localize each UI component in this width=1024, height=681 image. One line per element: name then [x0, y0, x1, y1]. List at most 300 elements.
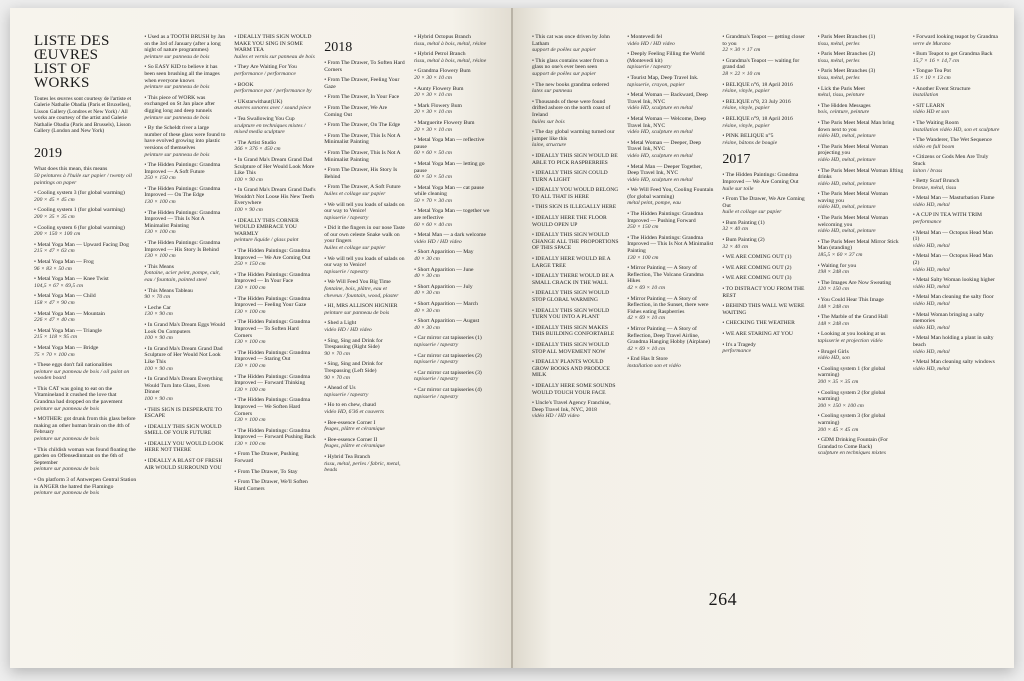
work-entry [722, 303, 809, 316]
work-medium: vidéo HD, métal, peinture [817, 156, 876, 163]
work-entry [414, 318, 496, 331]
work-title: • Short Apparition — May [414, 249, 474, 256]
work-entry [818, 366, 905, 386]
work-title: • IDEALLY THIS SIGN WOULD SMELL OF YOUR FUTURE [144, 423, 222, 437]
work-medium: 22 × 30 × 17 cm [722, 47, 761, 54]
work-title: • Waiting for you [817, 262, 857, 269]
work-entry [34, 225, 136, 238]
work-title: • Metal Woman — Welcome, Deep Travel Ink, NYC [627, 115, 707, 129]
work-title: • IDEALLY THIS SIGN WOULD MAKE YOU SING IN SOME WARM TEA [234, 34, 312, 54]
work-medium: 215 × 47 × 63 cm [34, 248, 75, 255]
work-entry [532, 256, 619, 269]
column-1 [34, 34, 136, 654]
work-title: • Short Apparition — June [414, 266, 474, 273]
work-medium: huiles et collage sur papier [324, 190, 386, 197]
work-medium: vidéo HD, métal [912, 201, 950, 208]
work-medium: vidéo HD, métal, peinture [817, 133, 876, 140]
work-medium: 130 × 100 cm [144, 229, 176, 236]
work-title: • IDEALLY THIS SIGN WOULD TURN YOU INTO A PLANT [532, 307, 610, 321]
work-title: • Bum Teapot to get Grandma Back [912, 51, 993, 58]
work-medium: peinture sur panneau de bois [34, 490, 100, 497]
work-medium: vidéo HD, métal [912, 242, 950, 249]
work-title: • Tea Swallowing You Cup [234, 115, 295, 122]
work-entry [532, 170, 619, 183]
work-entry [324, 420, 406, 433]
work-medium: vidéo HD, sculpture en métal [627, 129, 693, 136]
work-medium: 130 × 100 cm [144, 253, 176, 260]
work-medium: vidéo HD / HD video [414, 238, 462, 245]
work-entry [34, 242, 136, 255]
work-medium: vidéo HD, métal [912, 324, 950, 331]
column-8 [722, 34, 809, 654]
work-entry [144, 264, 226, 284]
work-entry [234, 218, 316, 244]
work-entry [627, 296, 714, 322]
work-medium: 40 × 30 cm [414, 307, 440, 314]
work-title: • The Waiting Room [912, 119, 959, 126]
work-title: • Paris Meet Branches (3) [817, 68, 876, 75]
work-medium: 40 × 30 cm [414, 290, 440, 297]
work-title: • By the Scheldt river a large number of these glass were found to have evolved growing into plastic versions of themselves [144, 125, 226, 151]
work-medium: 28 × 22 × 10 cm [722, 70, 761, 77]
work-entry [818, 103, 905, 116]
work-title: • GDM Drinking Fountain (For Grandad to Come Back) [817, 437, 888, 450]
work-entry [234, 34, 316, 60]
work-entry [414, 185, 496, 205]
work-title: • BELIQUE n°9, 18 April 2016 [722, 115, 793, 122]
work-title: • The Hidden Paintings: Grandma Improved — Staring Out [234, 349, 311, 363]
work-entry [324, 385, 406, 398]
work-entry [627, 75, 714, 88]
work-title: • From The Drawer, This Is Not A Minimalist Painting [324, 149, 401, 163]
work-entry [324, 225, 406, 251]
work-entry [34, 362, 136, 382]
work-title: • This cat was once driven by John Latham [532, 34, 610, 47]
work-entry [324, 320, 406, 333]
work-medium: peinture sur panneau de bois / oil paint on wooden board [34, 368, 130, 382]
work-entry [414, 249, 496, 262]
work-medium: 200 × 35 × 35 cm [34, 214, 75, 220]
work-entry [818, 215, 905, 235]
work-medium: vidéo HD, sculpture en métal [627, 105, 693, 112]
work-entry [144, 305, 226, 318]
work-entry [532, 400, 619, 420]
work-title: • Lick the Paris Meet [817, 85, 865, 92]
work-medium: fontaine, acier peint, pompe, cuir, eau / fountain, painted steel [144, 270, 220, 283]
work-entry [414, 335, 496, 348]
work-entry [234, 374, 316, 394]
work-medium: 200 × 150 × 100 cm [34, 231, 81, 238]
work-title: • Sing, Sing and Drink for Trespassing (Right Side) [324, 337, 383, 351]
heading-fr: LISTE DES ŒUVRES [34, 34, 110, 63]
work-entry [324, 77, 406, 90]
work-title: • It's a Tragedy [722, 341, 756, 348]
work-title: • Mirror Painting — A Story of Reflection, The Volcano Grandma Hikes [627, 265, 704, 285]
column-5 [414, 34, 496, 654]
work-entry [913, 312, 1000, 332]
work-title: • Forward looking teapot by Grandma [912, 34, 998, 40]
work-medium: 90 × 70 cm [324, 350, 350, 357]
work-entry [324, 303, 406, 316]
work-medium: 185,5 × 60 × 37 cm [817, 252, 863, 259]
work-entry [532, 187, 619, 200]
work-entry [234, 187, 316, 213]
entry-list [144, 34, 226, 471]
work-title: • Tongue Tea Pot [912, 68, 951, 75]
work-entry [234, 350, 316, 370]
work-medium: vidéo HD, métal, peinture [817, 180, 876, 187]
work-title: • Montevedi fel [627, 34, 663, 40]
work-title: • In Grand Ma's Dream Grand Dad Sculpture of Her Would Look More Like This [234, 156, 315, 177]
work-medium: 130 × 100 cm [144, 199, 176, 206]
work-title: • MOTHER: got drunk from this glass before making an other human brain on the 4th of February [34, 416, 136, 436]
work-medium: sculpture en techniques mixtes [817, 450, 886, 457]
work-entry [818, 413, 905, 433]
column-9 [818, 34, 905, 654]
work-entry [722, 116, 809, 129]
work-medium: tissu, métal à bois, métal, résine [414, 40, 487, 47]
work-title: • The new books grandma ordered [532, 81, 609, 88]
work-entry [414, 208, 496, 228]
work-entry [818, 51, 905, 64]
work-medium: peinture sur panneau de bois [34, 466, 100, 473]
work-entry [234, 157, 316, 183]
work-medium: performance [722, 348, 751, 355]
work-medium: tissu, métal, perles [817, 40, 860, 47]
work-title: • Cooling system 1 (for global warming) [817, 365, 886, 379]
work-entry [144, 240, 226, 260]
work-medium: 130 × 100 cm [234, 285, 266, 291]
work-title: • Deeply Feeling Filling the World (Montevedi kit) [627, 51, 705, 64]
work-title: • WE ARE STARING AT YOU [722, 331, 793, 337]
work-medium: vidéo HD, métal, peinture [817, 228, 876, 235]
work-title: • IDEALLY HERE SOME SOUNDS WOULD TOUCH YOUR FACE [532, 382, 616, 396]
work-entry [532, 204, 619, 211]
work-medium: installation [912, 92, 939, 99]
work-entry [324, 256, 406, 276]
work-medium: bronze, métal, tissu [912, 184, 957, 191]
work-title: • Metal Woman bringing a salty memories [912, 311, 984, 325]
right-columns [532, 34, 1000, 654]
work-entry [818, 168, 905, 188]
work-title: • The Hidden Paintings: Grandma Improved — His Story Is Behind [144, 240, 221, 253]
work-title: • Mark Flowery Bum [414, 102, 462, 109]
work-medium: vidéo HD / HD video [324, 327, 372, 333]
entry-list [913, 34, 1000, 372]
work-title: • Car mirror cat tapisseries (4) [414, 386, 482, 393]
work-entry [414, 137, 496, 157]
work-medium: tapisserie / tapestry [627, 64, 672, 71]
work-entry [144, 186, 226, 206]
work-medium: 20 × 30 × 10 cm [414, 109, 452, 116]
entry-list [324, 60, 406, 474]
work-medium: 32 × 40 cm [722, 226, 749, 233]
work-title: • The Paris Meet Metal Woman lifting drinks [817, 167, 904, 181]
work-medium: 250 × 150 cm [234, 261, 266, 268]
column-2 [144, 34, 226, 654]
work-title: • WE ARE COMING OUT (1) [722, 254, 792, 261]
work-medium: 90 × 70 cm [324, 374, 350, 381]
work-entry [324, 94, 406, 101]
column-6 [532, 34, 619, 654]
work-medium: tapisserie / tapestry [324, 391, 369, 398]
work-title: • This Means Tableau [144, 287, 193, 294]
work-entry [818, 191, 905, 211]
work-entry [913, 335, 1000, 355]
work-entry [722, 34, 809, 54]
work-entry [234, 64, 316, 77]
work-entry [818, 349, 905, 362]
work-title: • The Paris Meet Metal Woman welcoming you [817, 215, 889, 228]
work-title: • Metal Salty Woman looking higher [912, 277, 995, 284]
work-entry [144, 288, 226, 301]
work-title: • HI, MRS ALLISON HIGNIER [324, 303, 398, 310]
work-entry [627, 92, 714, 112]
work-entry [414, 51, 496, 64]
work-medium: 40 × 30 cm [414, 256, 440, 263]
work-title: • BELIQUE n°8, 23 July 2016 [722, 98, 791, 105]
work-medium: 198 × 248 cm [817, 269, 849, 276]
work-medium: vidéo HD, 6'36 et couverts [324, 408, 384, 415]
work-entry [324, 122, 406, 129]
work-entry [324, 167, 406, 180]
work-title: • This childish woman was found floating the garden on Offensedinntaat on the 6th of September [34, 446, 136, 466]
work-medium: tissu, métal, perles / fabric, metal, beads [324, 460, 401, 474]
work-title: • From The Drawer, Pushing Forward [234, 451, 299, 465]
work-title: • Bum Painting (2) [722, 237, 765, 244]
work-entry [913, 120, 1000, 133]
work-entry [144, 407, 226, 420]
work-title: • Grandma Flowery Bum [414, 68, 471, 75]
work-medium: performance par / performance by [234, 88, 312, 95]
work-entry [324, 105, 406, 118]
work-title: • We will tell you loads of salads on our way to Venice! [324, 201, 405, 215]
work-entry [818, 297, 905, 310]
work-title: • Cooling system 1 (for global warming) [34, 207, 125, 214]
work-entry [722, 342, 809, 355]
work-medium: tissu, métal à bois, métal, résine [414, 57, 487, 64]
work-title: • IDEALLY YOU WOULD LOOK HERE NOT THERE [144, 440, 224, 454]
work-title: • Short Apparition — March [414, 301, 478, 307]
column-10 [913, 34, 1000, 654]
work-entry [234, 469, 316, 476]
work-entry [913, 230, 1000, 250]
work-title: • Bum Painting (1) [722, 219, 765, 226]
work-title: • Marguerite Flowery Bum [414, 119, 475, 126]
work-entry [144, 162, 226, 182]
work-title: • Car mirror cat tapisseries (1) [414, 335, 482, 342]
work-medium: 96 × 83 × 50 cm [34, 265, 72, 272]
work-entry [144, 95, 226, 121]
work-title: • This CAT was going to eat on the Vitamineland it crushed the love that Grandma had dropped on the pavement [34, 385, 123, 406]
work-entry [34, 190, 136, 203]
heading-en: LIST OF WORKS [34, 61, 91, 91]
work-entry [532, 383, 619, 396]
work-medium: tapisserie / tapestry [414, 393, 459, 400]
work-medium: vidéo HD, métal [912, 348, 950, 355]
work-title: • Ho to en chew, chaud [324, 402, 376, 409]
work-entry [532, 58, 619, 78]
work-title: • BEHIND THIS WALL WE WERE WAITING [722, 303, 805, 316]
year-heading-2019: 2019 [34, 146, 62, 162]
work-entry [414, 387, 496, 400]
work-title: • From The Drawer, His Story Is Behind [324, 167, 398, 180]
work-medium: huiles et vernis sur panneau de bois [234, 53, 315, 60]
work-title: • This Means [144, 263, 174, 270]
work-entry [34, 328, 136, 341]
work-title: • Sing, Sing and Drink for Trespassing (Left Side) [324, 361, 383, 374]
work-entry [913, 212, 1000, 225]
work-title: • IDEALLY THERE WOULD BE A SMALL CRACK IN THE WALL [532, 273, 614, 286]
work-entry [414, 120, 496, 133]
work-title: • Thousands of these were found drifted ashore on the north coast of Ireland [532, 98, 611, 118]
work-title: • Leche Car [144, 304, 171, 311]
work-entry [234, 116, 316, 136]
work-title: • Grandma's Teapot — getting closer to you [722, 34, 805, 47]
work-title: • Metal Yoga Man — reflective pause [414, 137, 485, 150]
right-page [512, 8, 1014, 668]
work-medium: tapisserie et projection vidéo [817, 337, 883, 344]
work-entry [627, 116, 714, 136]
work-entry [818, 280, 905, 293]
work-title: • The day global warming turned our jumper like this [532, 129, 615, 142]
work-medium: tapisserie / tapestry [414, 376, 459, 383]
work-title: • Metal Yoga Man — Child [34, 293, 96, 300]
work-entry [34, 311, 136, 324]
work-medium: vidéo en full boom [912, 143, 955, 150]
work-medium: vidéo HD / HD video [532, 413, 580, 420]
entry-list [34, 166, 136, 496]
work-title: • Bee-essence Corner I [324, 419, 376, 426]
work-entry [818, 120, 905, 140]
work-entry [627, 164, 714, 184]
left-page [10, 8, 512, 668]
work-title: • Hybrid Octopus Branch [414, 34, 471, 40]
work-title: • Cooling system 3 (for global warming) [817, 413, 886, 426]
year-heading [722, 152, 809, 168]
work-medium: bois, ceinture, peinture [817, 109, 870, 116]
work-title: • CHECKING THE WEATHER [722, 320, 795, 327]
work-title: • Paris Meet Branches (2) [817, 51, 876, 58]
work-title: • The Hidden Paintings: Grandma Improved — Feeling Your Gaze [234, 295, 311, 309]
work-title: • IDEALLY YOU WOULD BELONG TO ALL THAT IS HERE [532, 187, 619, 200]
work-medium: 100 × 90 cm [144, 365, 173, 372]
work-entry [722, 286, 809, 299]
work-entry [722, 133, 809, 146]
work-entry [722, 254, 809, 261]
work-title: • From The Drawer, This Is Not A Minimalist Painting [324, 132, 401, 146]
work-title: • IDEALLY THIS SIGN WOULD CHANGE ALL THE PROPORTIONS OF THIS SPACE [532, 232, 619, 252]
work-entry [722, 172, 809, 192]
work-entry [532, 99, 619, 125]
work-medium: feuges, plâtre et céramique [324, 443, 385, 450]
work-entry [34, 447, 136, 473]
work-medium: 50 × 70 × 30 cm [414, 197, 452, 204]
work-title: • Metal Yoga Man — together we are reflective [414, 208, 490, 222]
work-medium: 366 × 376 × 450 cm [234, 146, 281, 153]
work-entry [913, 359, 1000, 372]
work-entry [627, 211, 714, 231]
work-title: • Ahead of Us [324, 385, 356, 392]
work-medium: œuvres sonores avec / sound piece [234, 105, 312, 112]
work-title: • The Hidden Paintings: Grandma Improved — To Soften Hard Corners [234, 319, 311, 339]
work-title: • From The Drawer, To Soften Hard Corners [324, 60, 405, 73]
work-medium: vidéo HD, sculpture en métal [627, 152, 693, 159]
work-medium: laiton / brass [912, 167, 943, 174]
work-entry [532, 215, 619, 228]
work-entry [324, 184, 406, 197]
work-title: • Metal Man cleaning the salty floor [912, 294, 994, 301]
work-title: • Cooling system 6 (for global warming) [34, 224, 125, 231]
work-medium: 40 × 30 cm [414, 273, 440, 280]
work-title: • Grandma's Teapot — waiting for grand dad [722, 57, 800, 71]
work-entry [913, 178, 1000, 191]
work-entry [144, 346, 226, 372]
work-medium: 42 × 69 × 10 cm [627, 345, 666, 352]
work-title: • The Hidden Paintings: Grandma Improved — This Is Not A Minimalist Painting [144, 209, 221, 229]
work-medium: 130 × 100 cm [627, 254, 659, 261]
work-medium: 20 × 30 × 10 cm [414, 74, 452, 81]
work-title: • Paris Meet Branches (1) [817, 34, 876, 40]
work-entry [913, 51, 1000, 64]
work-medium: résine, vinyle, papier [722, 122, 770, 129]
work-entry [234, 428, 316, 448]
work-entry [34, 345, 136, 358]
work-title: • Short Apparition — August [414, 318, 480, 325]
page-heading [34, 34, 136, 90]
work-title: • From The Drawer, We Are Coming Out [324, 104, 388, 118]
work-medium: installation vidéo HD, son et sculpture [912, 126, 1000, 133]
work-entry [414, 353, 496, 366]
work-entry [414, 284, 496, 297]
work-medium: 130 × 100 cm [234, 362, 266, 369]
work-entry [234, 272, 316, 292]
work-entry [818, 144, 905, 164]
work-medium: 60 × 50 × 50 cm [414, 174, 452, 181]
work-title: • We Will Feed You, Cooling Fountain (for global warming) [627, 187, 714, 200]
work-title: • Mirror Painting — A Story of Reflection, in the Sunset, there were Fishes eating Raspberries [627, 295, 709, 315]
work-title: • Cooling system 2 (for global warming) [817, 389, 886, 403]
work-title: • IDEALLY THIS SIGN WOULD STOP GLOBAL WARMING [532, 290, 610, 303]
work-entry [532, 129, 619, 149]
work-medium: fontaine, bois, plâtre, eau et cheveux / fountain, wood, plaster [324, 286, 399, 299]
work-medium: 32 × 40 cm [722, 243, 749, 250]
work-entry [34, 259, 136, 272]
work-title: • Metal Yoga Man — Knee Twist [34, 276, 109, 283]
work-title: • Metal Yoga Man — Bridge [34, 344, 99, 351]
work-entry [722, 331, 809, 338]
work-title: • Car mirror cat tapisseries (3) [414, 369, 482, 376]
work-title: • From The Drawer, We Are Coming Out [722, 196, 805, 209]
work-entry [414, 86, 496, 99]
work-entry [532, 325, 619, 338]
work-entry [818, 437, 905, 457]
work-title: • IDEALLY THIS SIGN WOULD STOP ALL MOVEMENT NOW [532, 341, 610, 355]
work-entry [144, 125, 226, 158]
work-title: • These eggs don't fail nationalities [34, 362, 113, 369]
work-entry [324, 150, 406, 163]
work-title: • The Wanderer, The Wet Sequence [912, 137, 992, 144]
work-entry [913, 34, 1000, 47]
work-title: • The Hidden Paintings: Grandma Improved — Pushing Forward [627, 211, 704, 224]
work-title: • Used as a TOOTH BRUSH by Jan on the 3rd of January (after a long night of nature programmes) [144, 34, 226, 54]
work-title: • So EASY KID to believe it has been seen brushing all the images when everyone knows [144, 64, 220, 84]
column-7 [627, 34, 714, 654]
work-title: • IDEALLY A BLAST OF FRESH AIR WOULD SURROUND YOU [144, 458, 223, 471]
work-medium: 130 × 100 cm [234, 440, 266, 447]
work-entry [34, 386, 136, 412]
work-title: • Cooling system 3 (for global warming) [34, 190, 125, 197]
